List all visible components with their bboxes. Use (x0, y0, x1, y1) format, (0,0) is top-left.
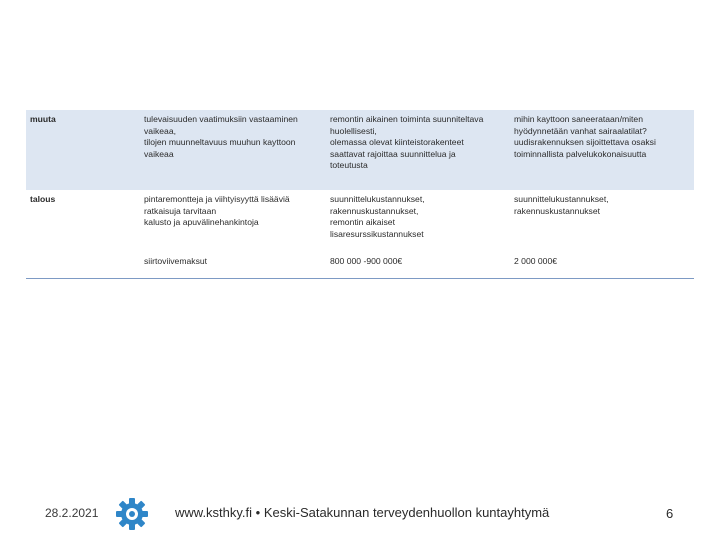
table-cell: pintaremontteja ja viihtyisyyttä lisääviä ratkaisuja tarvitaan kalusto ja apuvälinehankintoja (144, 194, 290, 228)
footer-date: 28.2.2021 (45, 506, 99, 520)
table-cell: tulevaisuuden vaatimuksiin vastaaminen vaikeaa, tilojen muunneltavuus muuhun kayttoon vaikeaa (144, 114, 298, 159)
comparison-table (26, 110, 694, 279)
cost-value: siirtoviivemaksut (144, 256, 208, 266)
table-cell: suunnittelukustannukset, rakennuskustannukset (514, 194, 609, 216)
gear-logo-icon (115, 497, 149, 531)
table-cell: remontin aikainen toiminta suunniteltava huolellisesti, olemassa olevat kiinteistorakenteet saattavat rajoittaa suunnittelua ja toteutusta (330, 114, 484, 171)
page-number: 6 (666, 506, 674, 521)
cost-value: 800 000 -900 000€ (330, 256, 403, 266)
footer-website: www.ksthky.fi • Keski-Satakunnan terveydenhuollon kuntayhtymä (175, 505, 550, 520)
row-header: talous (30, 194, 56, 204)
cost-value: 2 000 000€ (514, 256, 558, 266)
row-header: muuta (30, 114, 56, 124)
table-cell: mihin kayttoon saneerataan/miten hyödynnetään vanhat sairaalatilat? uudisrakennuksen sijoittettava osaksi toiminnallista palvelukokonaisuutta (514, 114, 656, 159)
table-row-talous (26, 190, 694, 279)
table-cell: suunnittelukustannukset, rakennuskustannukset, remontin aikaiset lisaresurssikustannukset (330, 194, 425, 239)
table-row-muuta (26, 110, 694, 190)
